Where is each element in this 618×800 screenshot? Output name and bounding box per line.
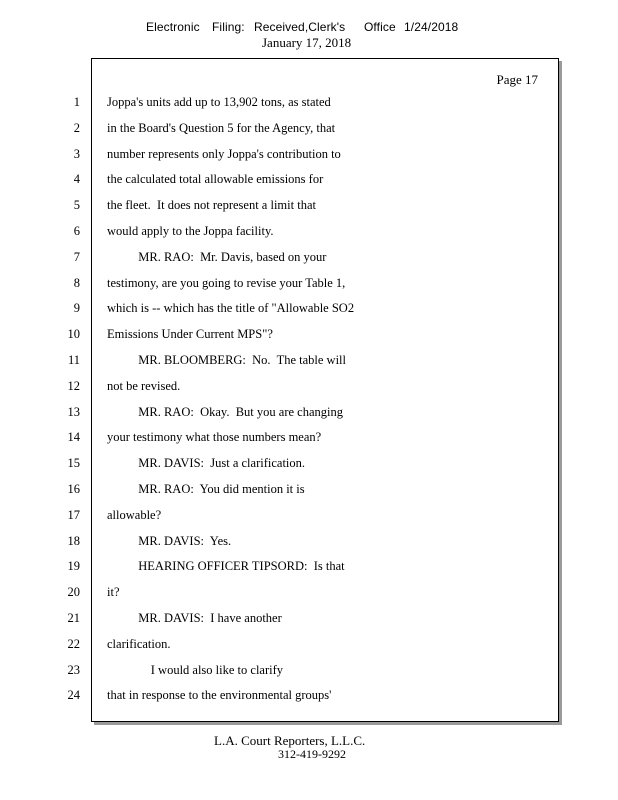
line-number: 23 xyxy=(67,662,80,677)
line-number: 12 xyxy=(67,378,80,393)
transcript-line: testimony, are you going to revise your Table 1, xyxy=(107,275,346,290)
transcript-line: HEARING OFFICER TIPSORD: Is that xyxy=(107,559,345,574)
transcript-line: I would also like to clarify xyxy=(107,662,284,677)
line-number: 1 xyxy=(73,95,80,109)
line-number: 18 xyxy=(67,533,80,548)
stamp-date: 1/24/2018 xyxy=(404,20,459,34)
line-number: 5 xyxy=(73,198,80,213)
line-number: 20 xyxy=(67,585,80,600)
line-number: 13 xyxy=(67,404,80,419)
line-number: 21 xyxy=(67,610,80,625)
line-number: 22 xyxy=(67,636,80,651)
transcript-lines xyxy=(107,95,547,714)
transcript-line: allowable? xyxy=(107,507,162,522)
transcript-line: number represents only Joppa's contribution to xyxy=(107,146,341,161)
line-number: 14 xyxy=(67,430,80,445)
transcript-line: MR. DAVIS: Yes. xyxy=(107,533,232,548)
stamp-received: Received,Clerk's xyxy=(254,20,346,34)
footer-company: L.A. Court Reporters, L.L.C. xyxy=(214,733,366,748)
stamp-filing: Filing: xyxy=(212,20,245,34)
transcript-line: MR. RAO: Okay. But you are changing xyxy=(107,404,343,419)
line-number: 3 xyxy=(73,146,80,161)
transcript-line: Joppa's units add up to 13,902 tons, as stated xyxy=(107,95,331,109)
hearing-date: January 17, 2018 xyxy=(262,35,352,50)
line-number: 10 xyxy=(67,327,80,342)
transcript-line: the calculated total allowable emissions for xyxy=(107,172,324,187)
page-number: Page 17 xyxy=(496,72,538,87)
footer-phone: 312-419-9292 xyxy=(278,747,346,761)
line-number: 11 xyxy=(67,352,80,367)
transcript-line: the fleet. It does not represent a limit that xyxy=(107,198,316,213)
transcript-line: it? xyxy=(107,585,120,600)
transcript-line: in the Board's Question 5 for the Agency, that xyxy=(107,120,336,135)
transcript-line: which is -- which has the title of "Allowable SO2 xyxy=(107,301,355,316)
transcript-line: would apply to the Joppa facility. xyxy=(107,223,274,238)
transcript-line: your testimony what those numbers mean? xyxy=(107,430,322,445)
transcript-line: clarification. xyxy=(107,636,171,651)
line-number: 16 xyxy=(67,481,80,496)
line-number: 8 xyxy=(73,275,80,290)
line-number: 15 xyxy=(67,456,80,471)
transcript-line: Emissions Under Current MPS"? xyxy=(107,327,273,342)
line-number: 9 xyxy=(73,301,80,316)
transcript-line: MR. DAVIS: Just a clarification. xyxy=(107,456,306,471)
line-number: 2 xyxy=(73,120,80,135)
line-number: 19 xyxy=(67,559,80,574)
line-numbers xyxy=(50,95,80,714)
transcript-line: MR. BLOOMBERG: No. The table will xyxy=(107,352,347,367)
transcript-line: MR. DAVIS: I have another xyxy=(107,610,282,625)
transcript-line: MR. RAO: You did mention it is xyxy=(107,481,305,496)
transcript-line: that in response to the environmental groups' xyxy=(107,688,332,703)
stamp-office: Office xyxy=(364,20,396,34)
line-number: 24 xyxy=(67,688,80,703)
stamp-label: Electronic xyxy=(146,20,200,34)
line-number: 6 xyxy=(73,223,80,238)
transcript-line: MR. RAO: Mr. Davis, based on your xyxy=(107,249,327,264)
filing-stamp xyxy=(146,20,458,34)
line-number: 4 xyxy=(73,172,80,187)
transcript-line: not be revised. xyxy=(107,378,181,393)
line-number: 7 xyxy=(73,249,80,264)
line-number: 17 xyxy=(67,507,80,522)
